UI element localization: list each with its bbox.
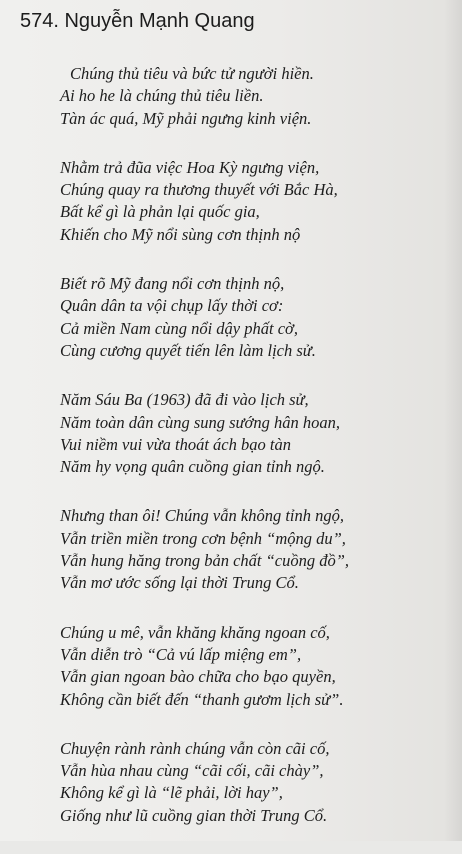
- poem-line: Khiến cho Mỹ nổi sùng cơn thịnh nộ: [60, 224, 301, 244]
- poem-line: Chúng thủ tiêu và bức tử người hiền.: [70, 64, 314, 83]
- stanza-7: [60, 738, 450, 827]
- poem-line: Quân dân ta vội chụp lấy thời cơ:: [60, 296, 284, 316]
- poem-line: Năm Sáu Ba (1963) đã đi vào lịch sử,: [60, 390, 309, 410]
- poem-line: Nhằm trả đũa việc Hoa Kỳ ngưng viện,: [60, 157, 320, 177]
- poem-line: Chúng u mê, vẫn khăng khăng ngoan cố,: [60, 622, 330, 642]
- stanza-5: [60, 505, 450, 594]
- stanza-3: [60, 273, 450, 362]
- poem-line: Giống như lũ cuồng gian thời Trung Cổ.: [60, 805, 328, 825]
- poem-line: Nhưng than ôi! Chúng vẫn không tỉnh ngộ,: [60, 506, 344, 526]
- poem-line: Ai ho he là chúng thủ tiêu liền.: [60, 86, 264, 106]
- stanza-4: [60, 389, 450, 478]
- poem-line: Cả miền Nam cùng nổi dậy phất cờ,: [60, 318, 298, 338]
- poem-line: Vẫn hùa nhau cùng “cãi cối, cãi chày”,: [60, 761, 324, 781]
- stanza-1: [60, 63, 450, 130]
- poem-line: Năm toàn dân cùng sung sướng hân hoan,: [60, 412, 340, 432]
- poem-line: Vẫn hung hăng trong bản chất “cuồng đồ”,: [60, 551, 350, 571]
- poem-title: 574. Nguyễn Mạnh Quang: [20, 10, 255, 32]
- poem-line: Chuyện rành rành chúng vẫn còn cãi cố,: [60, 738, 330, 758]
- poem-line: Năm hy vọng quân cuồng gian tỉnh ngộ.: [60, 457, 325, 477]
- poem-line: Bất kể gì là phản lại quốc gia,: [60, 202, 260, 222]
- poem-line: Không kể gì là “lẽ phải, lời hay”,: [60, 783, 283, 803]
- poem-line: Chúng quay ra thương thuyết với Bắc Hà,: [60, 180, 338, 200]
- poem-line: Tàn ác quá, Mỹ phải ngưng kinh viện.: [60, 108, 312, 128]
- poem-line: Vui niềm vui vừa thoát ách bạo tàn: [60, 434, 291, 454]
- poem-line: Vẫn mơ ước sống lại thời Trung Cổ.: [60, 573, 299, 593]
- poem-line: Biết rõ Mỹ đang nổi cơn thịnh nộ,: [60, 274, 285, 294]
- stanza-2: [60, 157, 450, 246]
- poem-line: Cùng cương quyết tiến lên làm lịch sử.: [60, 340, 316, 360]
- poem-body: [60, 63, 450, 854]
- poem-line: Vẫn triền miền trong cơn bệnh “mộng du”,: [60, 528, 346, 548]
- poem-line: Vẫn diễn trò “Cả vú lấp miệng em”,: [60, 644, 302, 664]
- poem-line: Không cần biết đến “thanh gươm lịch sử”.: [60, 689, 344, 709]
- stanza-6: [60, 622, 450, 711]
- poem-line: Vẫn gian ngoan bào chữa cho bạo quyền,: [60, 667, 336, 687]
